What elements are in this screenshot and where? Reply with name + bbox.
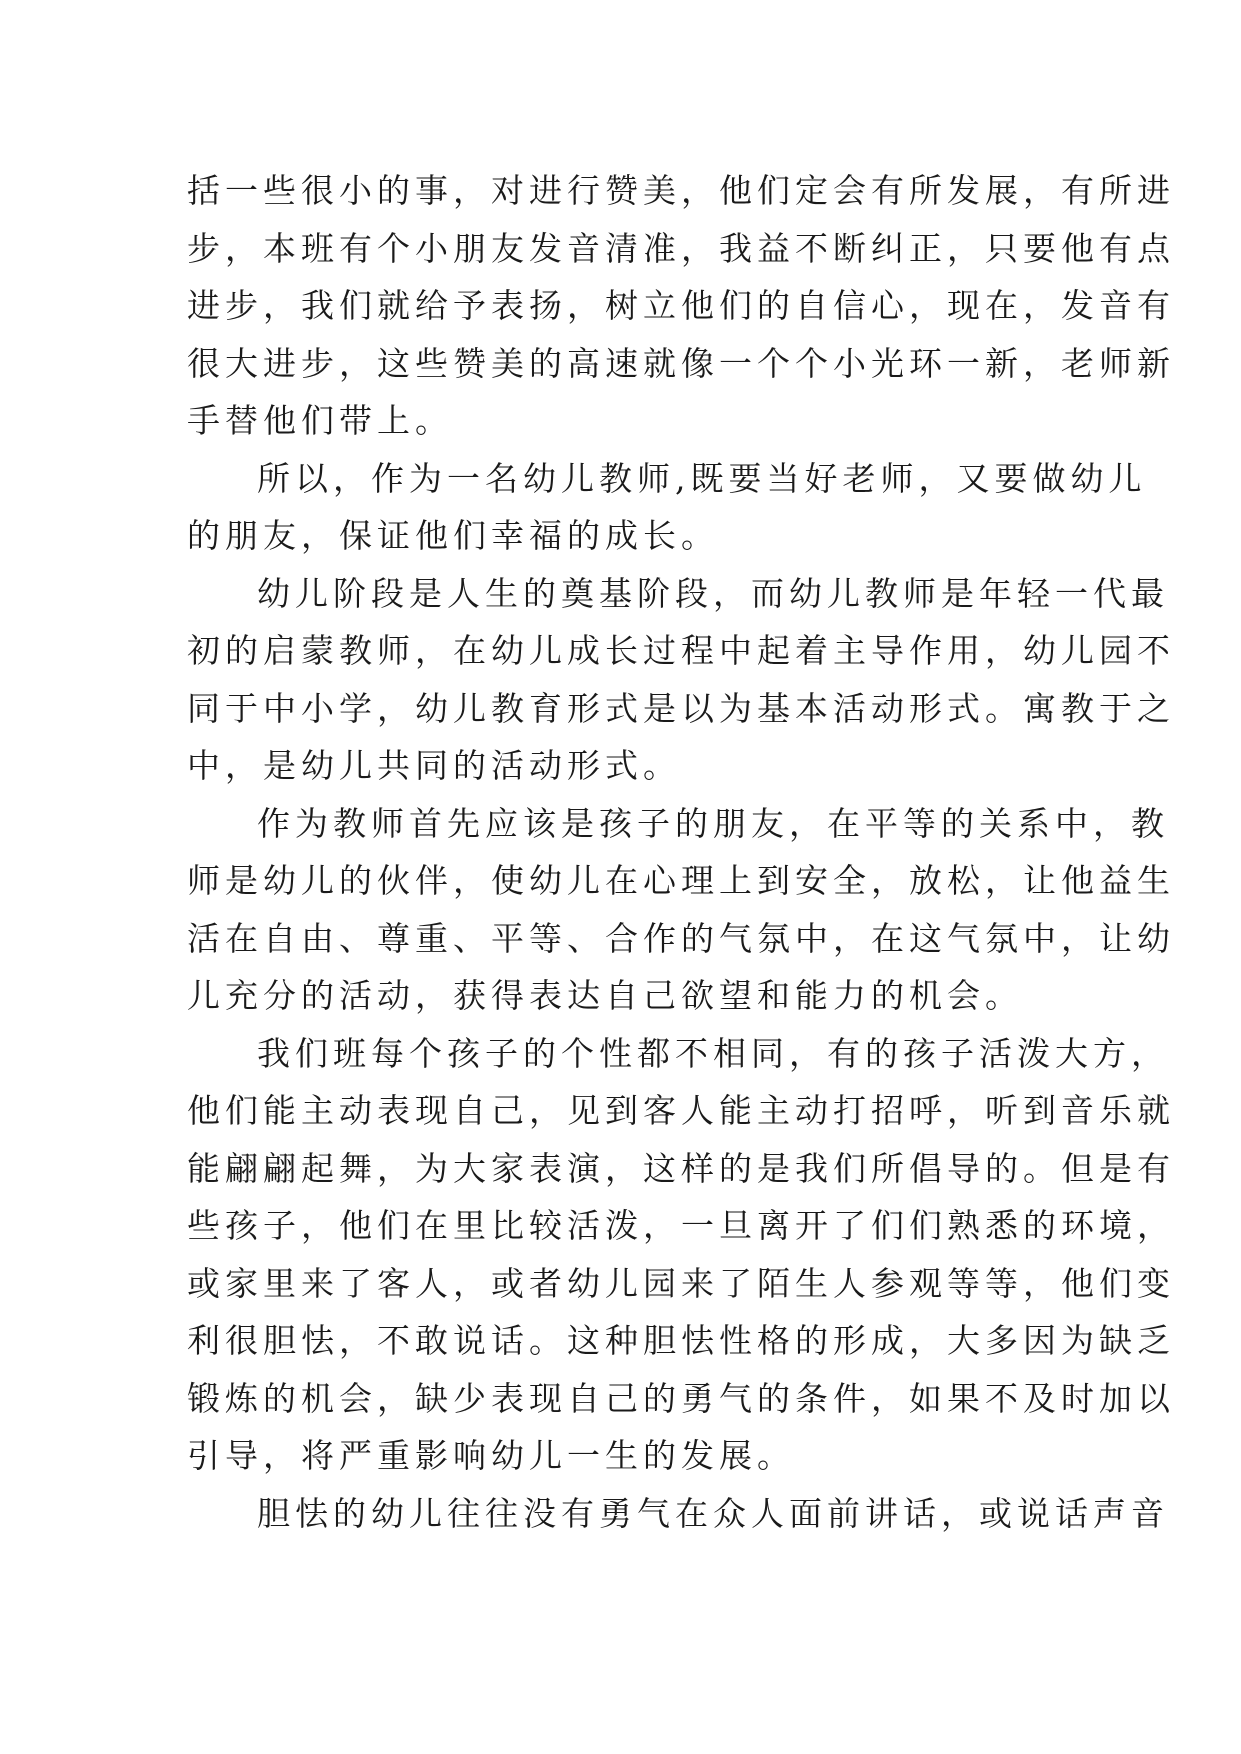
body-text xyxy=(187,162,1175,1542)
text-line: 利很胆怯，不敢说话。这种胆怯性格的形成，大多因为缺乏 xyxy=(187,1321,1175,1360)
text-line: 初的启蒙教师，在幼儿成长过程中起着主导作用，幼儿园不 xyxy=(187,631,1175,670)
text-line: 同于中小学，幼儿教育形式是以为基本活动形式。寓教于之 xyxy=(187,688,1175,728)
text-line: 或家里来了客人，或者幼儿园来了陌生人参观等等，他们变 xyxy=(187,1263,1175,1303)
text-line: 步，本班有个小朋友发音清准，我益不断纠正，只要他有点 xyxy=(187,228,1175,268)
text-line: 作为教师首先应该是孩子的朋友，在平等的关系中，教 xyxy=(257,803,1169,843)
text-line: 幼儿阶段是人生的奠基阶段，而幼儿教师是年轻一代最 xyxy=(257,573,1169,613)
text-line: 括一些很小的事，对进行赞美，他们定会有所发展，有所进 xyxy=(187,171,1175,210)
text-line: 进步，我们就给予表扬，树立他们的自信心，现在，发音有 xyxy=(187,286,1175,325)
text-line: 师是幼儿的伙伴，使幼儿在心理上到安全，放松，让他益生 xyxy=(187,861,1175,900)
text-line: 些孩子，他们在里比较活泼，一旦离开了们们熟悉的环境， xyxy=(187,1206,1175,1245)
text-line: 他们能主动表现自己，见到客人能主动打招呼，听到音乐就 xyxy=(187,1091,1175,1130)
text-line: 胆怯的幼儿往往没有勇气在众人面前讲话，或说话声音 xyxy=(257,1493,1169,1533)
text-line: 的朋友，保证他们幸福的成长。 xyxy=(187,516,719,555)
text-line: 所以，作为一名幼儿教师,既要当好老师，又要做幼儿 xyxy=(257,458,1147,498)
text-line: 中，是幼儿共同的活动形式。 xyxy=(187,746,681,785)
text-line: 活在自由、尊重、平等、合作的气氛中，在这气氛中，让幼 xyxy=(187,918,1175,958)
text-line: 锻炼的机会，缺少表现自己的勇气的条件，如果不及时加以 xyxy=(187,1378,1175,1418)
text-line: 儿充分的活动，获得表达自己欲望和能力的机会。 xyxy=(187,976,1023,1015)
text-line: 引导，将严重影响幼儿一生的发展。 xyxy=(187,1436,795,1475)
text-line: 很大进步，这些赞美的高速就像一个个小光环一新，老师新 xyxy=(187,343,1175,383)
text-line: 能翩翩起舞，为大家表演，这样的是我们所倡导的。但是有 xyxy=(187,1148,1175,1188)
text-line: 手替他们带上。 xyxy=(187,401,453,440)
text-line: 我们班每个孩子的个性都不相同，有的孩子活泼大方， xyxy=(257,1033,1169,1073)
